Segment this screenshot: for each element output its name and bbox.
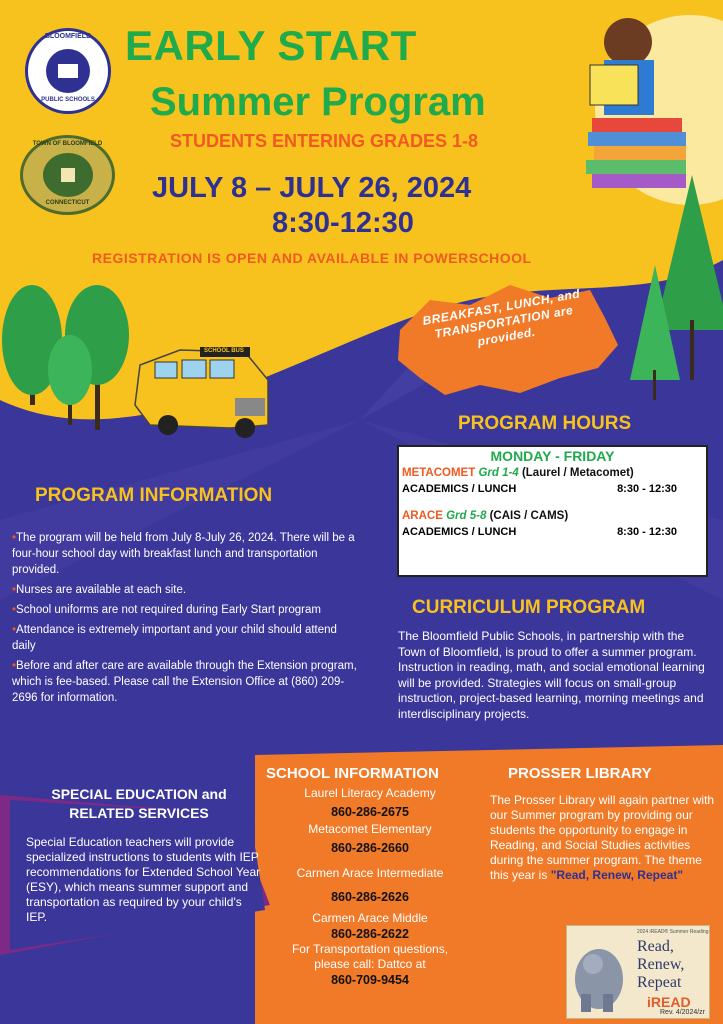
school-phone: 860-286-2675 bbox=[331, 805, 409, 819]
bus-sign: SCHOOL BUS bbox=[204, 348, 244, 354]
town-seal-bottom: CONNECTICUT bbox=[45, 200, 90, 206]
curriculum-text: The Bloomfield Public Schools, in partnership with the Town of Bloomfield, is proud to offer a summer program. Instruction in reading, math, and social emotional learning will be provided. Strategies will focus on small-group instruction, project-based learning, morning meetings and interdisciplinary projects. bbox=[398, 629, 705, 721]
revision-note: Rev. 4/2024/zr bbox=[660, 1009, 706, 1016]
school-name: Carmen Arace Middle bbox=[312, 911, 428, 925]
schools-logo-bottom: PUBLIC SCHOOLS bbox=[41, 97, 95, 103]
school-name: Carmen Arace Intermediate bbox=[296, 866, 444, 880]
prosser-library-title: PROSSER LIBRARY bbox=[508, 765, 652, 782]
group-activity: ACADEMICS / LUNCH bbox=[402, 483, 517, 495]
book-small: 2024 iREAD® Summer Reading bbox=[637, 929, 709, 935]
group-time: 8:30 - 12:30 bbox=[617, 483, 677, 495]
program-information-list bbox=[12, 530, 357, 710]
list-item: •Before and after care are available through the Extension program, which is fee-based. Please call the Extension Office at (860) 209-2696 for information. bbox=[12, 660, 357, 704]
elephant-illustration-icon bbox=[571, 934, 627, 1014]
book-brand: iREAD bbox=[647, 994, 691, 1010]
group-activity: ACADEMICS / LUNCH bbox=[402, 526, 517, 538]
book-title bbox=[637, 938, 684, 992]
program-information-title: PROGRAM INFORMATION bbox=[35, 485, 273, 506]
prosser-library-text bbox=[490, 793, 715, 883]
group-grade: Grd 5-8 bbox=[446, 510, 487, 522]
hours-group-arace bbox=[399, 495, 706, 538]
title-line-2: Summer Program bbox=[150, 80, 486, 124]
curriculum-title: CURRICULUM PROGRAM bbox=[412, 597, 646, 618]
school-name: Laurel Literacy Academy bbox=[304, 786, 436, 800]
program-dates: JULY 8 – JULY 26, 2024 bbox=[152, 172, 472, 204]
special-education-title bbox=[24, 785, 254, 823]
list-item: •School uniforms are not required during Early Start program bbox=[12, 604, 321, 616]
library-theme: "Read, Renew, Repeat" bbox=[550, 868, 684, 882]
school-phone: 860-286-2660 bbox=[331, 841, 409, 855]
program-hours-title: PROGRAM HOURS bbox=[458, 413, 632, 434]
group-name: ARACE bbox=[402, 510, 443, 522]
school-information-list bbox=[270, 786, 470, 988]
hours-days: MONDAY - FRIDAY bbox=[490, 448, 615, 464]
school-phone: 860-286-2622 bbox=[331, 927, 409, 941]
hours-group-metacomet bbox=[399, 464, 706, 495]
schools-logo-top: BLOOMFIELD bbox=[44, 33, 92, 40]
library-text: The Prosser Library will again partner with our Summer program by providing our students the opportunity to engage in Reading, and Social Studies activities during the summer program. The theme this year is bbox=[490, 793, 715, 882]
program-time: 8:30-12:30 bbox=[272, 207, 414, 239]
town-seal-top: TOWN OF BLOOMFIELD bbox=[32, 141, 103, 147]
book-line2: Renew, bbox=[637, 956, 685, 973]
registration-notice: REGISTRATION IS OPEN AND AVAILABLE IN POWERSCHOOL bbox=[92, 250, 532, 266]
meals-badge: BREAKFAST, LUNCH, and TRANSPORTATION are provided. bbox=[421, 286, 582, 349]
book-line3: Repeat bbox=[637, 974, 682, 991]
list-item: •Nurses are available at each site. bbox=[12, 584, 187, 596]
list-item: •The program will be held from July 8-July 26, 2024. There will be a four-hour school day with breakfast lunch and transportation provided. bbox=[12, 532, 355, 576]
group-name: METACOMET bbox=[402, 467, 476, 479]
list-item: •Attendance is extremely important and your child should attend daily bbox=[12, 624, 337, 652]
special-education-text: Special Education teachers will provide specialized instructions to students with IEP recommendations for Extended School Year (ESY), which means summer support and transportation as required by your child's IEP. bbox=[26, 835, 261, 924]
transport-note: For Transportation questions, please call: Dattco at bbox=[291, 942, 449, 971]
group-sites: (CAIS / CAMS) bbox=[489, 510, 569, 522]
iread-book-cover bbox=[566, 925, 710, 1019]
title-line-1: EARLY START bbox=[125, 22, 417, 69]
book-line1: Read, bbox=[637, 938, 674, 955]
special-education-title-line2: RELATED SERVICES bbox=[69, 805, 209, 821]
grades-subtitle: STUDENTS ENTERING GRADES 1-8 bbox=[170, 131, 479, 151]
program-hours-box bbox=[397, 445, 708, 577]
school-phone: 860-286-2626 bbox=[331, 890, 409, 904]
transport-phone: 860-709-9454 bbox=[331, 973, 409, 987]
group-grade: Grd 1-4 bbox=[478, 467, 519, 479]
school-information-title: SCHOOL INFORMATION bbox=[266, 765, 439, 782]
special-education-title-line1: SPECIAL EDUCATION and bbox=[51, 786, 227, 802]
school-bus bbox=[135, 347, 268, 438]
school-name: Metacomet Elementary bbox=[308, 822, 432, 836]
bloomfield-public-schools-logo bbox=[25, 28, 111, 114]
group-time: 8:30 - 12:30 bbox=[617, 526, 677, 538]
town-of-bloomfield-seal bbox=[20, 135, 115, 215]
group-sites: (Laurel / Metacomet) bbox=[521, 467, 634, 479]
